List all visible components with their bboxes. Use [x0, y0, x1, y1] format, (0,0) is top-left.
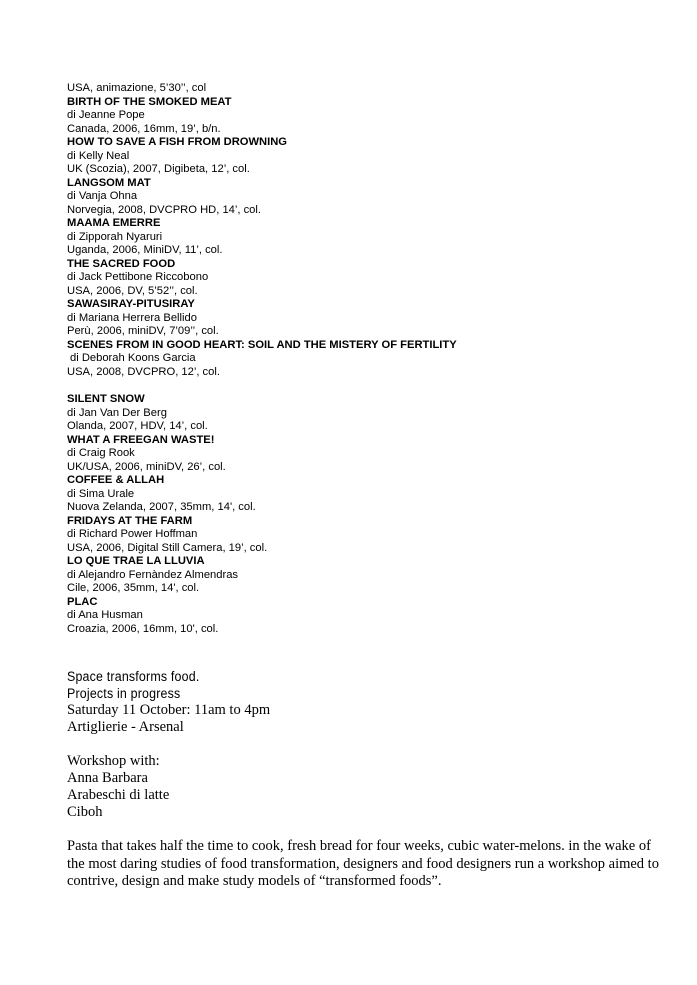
workshop-venue: Artiglierie - Arsenal: [67, 719, 184, 735]
film-title: THE SACRED FOOD: [67, 257, 176, 270]
workshop-subtitle: Projects in progress: [67, 686, 181, 701]
film-info: Norvegia, 2008, DVCPRO HD, 14’, col.: [67, 203, 261, 216]
film-title: COFFEE & ALLAH: [67, 474, 165, 486]
film-list-part-2: [67, 393, 667, 636]
film-title: WHAT A FREEGAN WASTE!: [67, 433, 215, 446]
film-info: Canada, 2006, 16mm, 19’, b/n.: [67, 122, 221, 135]
film-info: UK (Scozia), 2007, Digibeta, 12’, col.: [67, 163, 250, 175]
film-info: di Mariana Herrera Bellido: [67, 311, 197, 324]
workshop-participant: Ciboh: [67, 804, 103, 820]
film-info: di Craig Rook: [67, 447, 135, 459]
film-title: SILENT SNOW: [67, 393, 145, 405]
film-title: HOW TO SAVE A FISH FROM DROWNING: [67, 136, 288, 148]
workshop-description: Pasta that takes half the time to cook, fresh bread for four weeks, cubic water-melons. in the wake of the most daring studies of food transformation, designers and food designers run a workshop aimed to contrive, design and make study models of “transformed foods”.: [67, 838, 659, 889]
film-info: di Sima Urale: [67, 487, 135, 500]
film-info: Perù, 2006, miniDV, 7’09’’, col.: [67, 325, 219, 337]
film-title: BIRTH OF THE SMOKED MEAT: [67, 95, 232, 108]
film-title: LANGSOM MAT: [67, 176, 151, 189]
film-title: FRIDAYS AT THE FARM: [67, 514, 193, 527]
film-list-part-1: [67, 82, 667, 379]
film-list: [67, 82, 667, 636]
film-info: di Vanja Ohna: [67, 190, 138, 202]
section-gap: [67, 379, 667, 393]
film-info: Cile, 2006, 35mm, 14', col.: [67, 582, 200, 594]
film-info: USA, 2006, Digital Still Camera, 19’, col.: [67, 541, 268, 554]
workshop-with-label: Workshop with:: [67, 753, 160, 769]
film-info: di Alejandro Fernàndez Almendras: [67, 568, 239, 581]
film-title: PLAC: [67, 595, 98, 608]
film-info: di Zipporah Nyaruri: [67, 230, 163, 243]
film-info: USA, 2008, DVCPRO, 12’, col.: [67, 365, 220, 378]
film-info: USA, animazione, 5’30’’, col: [67, 82, 207, 94]
film-title: LO QUE TRAE LA LLUVIA: [67, 555, 205, 567]
workshop-participant: Arabeschi di latte: [67, 787, 170, 803]
film-info: Croazia, 2006, 16mm, 10', col.: [67, 622, 219, 635]
film-info: di Jack Pettibone Riccobono: [67, 271, 209, 283]
film-info: Nuova Zelanda, 2007, 35mm, 14', col.: [67, 501, 256, 513]
film-info: di Jan Van Der Berg: [67, 406, 167, 419]
workshop-date: Saturday 11 October: 11am to 4pm: [67, 702, 271, 718]
film-info: di Jeanne Pope: [67, 109, 145, 121]
workshop-participant: Anna Barbara: [67, 770, 148, 786]
film-info: di Richard Power Hoffman: [67, 528, 198, 540]
film-info: Uganda, 2006, MiniDV, 11’, col.: [67, 244, 223, 256]
film-info: di Ana Husman: [67, 609, 143, 621]
film-title: SAWASIRAY-PITUSIRAY: [67, 298, 195, 310]
film-info: USA, 2006, DV, 5’52’’, col.: [67, 284, 198, 297]
film-title: SCENES FROM IN GOOD HEART: SOIL AND THE MISTERY OF FERTILITY: [67, 338, 457, 351]
film-info: di Kelly Neal: [67, 149, 130, 162]
film-info: UK/USA, 2006, miniDV, 26’, col.: [67, 460, 226, 473]
workshop-section: [67, 668, 667, 891]
workshop-title: Space transforms food.: [67, 669, 200, 684]
film-info: Olanda, 2007, HDV, 14’, col.: [67, 420, 208, 432]
film-title: MAAMA EMERRE: [67, 217, 161, 229]
film-info: di Deborah Koons Garcia: [70, 352, 196, 364]
